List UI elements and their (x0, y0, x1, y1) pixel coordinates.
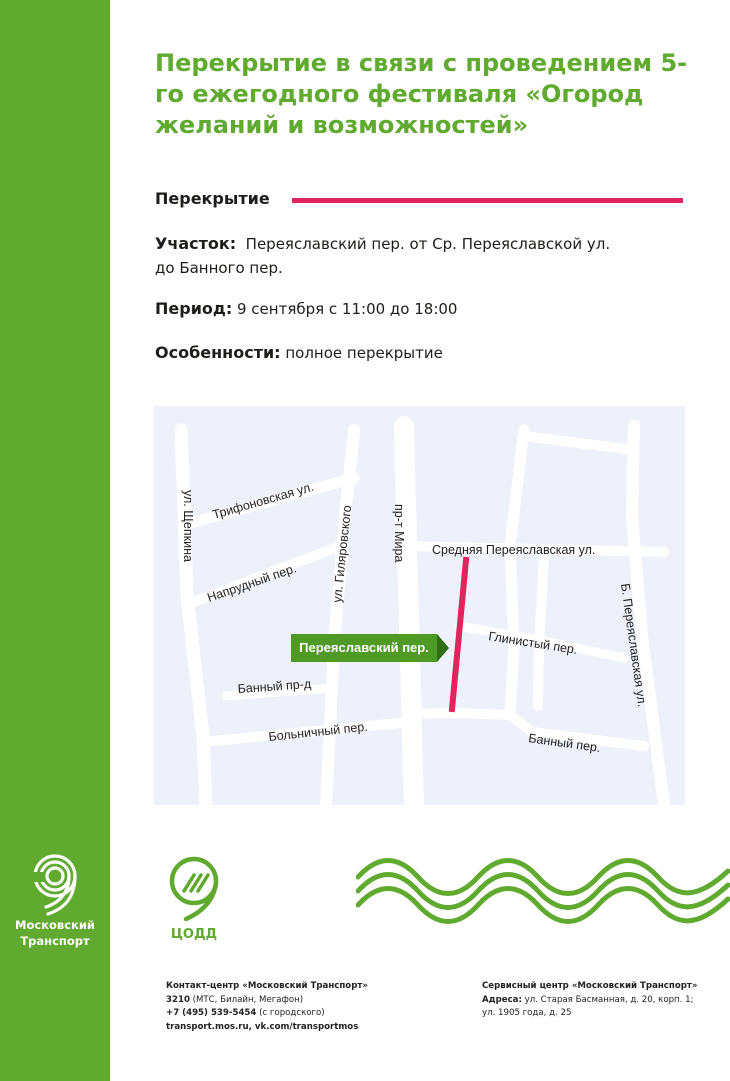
street-map (154, 406, 685, 805)
section-label: Перекрытие (155, 189, 270, 208)
area-info (155, 232, 610, 280)
moscow-transport-logo (8, 852, 102, 948)
contact-phone-short-note: (МТС, Билайн, Мегафон) (189, 994, 304, 1005)
closed-street-callout (291, 634, 447, 662)
decorative-waves (356, 853, 730, 927)
street-label-b-pereyaslavskaya: Б. Переяславская ул. (618, 582, 650, 708)
service-address-1: ул. Старая Басманная, д. 20, корп. 1; (521, 994, 694, 1005)
brand-sidebar (0, 0, 110, 1081)
period-value: 9 сентября с 11:00 до 18:00 (237, 300, 458, 318)
road-top-right (524, 436, 634, 450)
moscow-transport-emblem-icon (24, 852, 86, 916)
road-east-b (538, 556, 544, 706)
contact-links: transport.mos.ru, vk.com/transportmos (166, 1021, 359, 1032)
page-title: Перекрытие в связи с проведением 5-го ежегодного фестиваля «Огород желаний и возможностей» (155, 49, 688, 139)
closure-segment (452, 560, 466, 709)
callout-label: Переяславский пер. (291, 634, 437, 662)
brand-name-line1: Московский (15, 918, 95, 932)
service-center-title: Сервисный центр «Московский Транспорт» (482, 981, 698, 991)
contact-phone-long-note: (с городского) (256, 1008, 325, 1019)
closure-line-marker (292, 198, 683, 203)
features-value: полное перекрытие (285, 344, 443, 362)
callout-arrow-icon (437, 634, 449, 662)
area-label: Участок: (155, 234, 237, 253)
street-label-srednyaya: Средняя Переяславская ул. (432, 543, 596, 557)
closure-map (154, 406, 685, 805)
road-east-a (510, 430, 524, 715)
road-shchepkina (181, 430, 206, 805)
street-label-banny-per: Банный пер. (527, 731, 602, 756)
street-label-glinisty: Глинистый пер. (487, 629, 579, 658)
service-address-label: Адреса: (482, 994, 522, 1005)
features-label: Особенности: (155, 343, 281, 362)
street-label-banny-pr: Банный пр-д (237, 676, 312, 696)
service-address-2: ул. 1905 года, д. 25 (482, 1008, 572, 1019)
period-info (155, 297, 457, 321)
brand-name-line2: Транспорт (20, 934, 90, 948)
codd-logo (162, 855, 226, 942)
area-value-line2: до Банного пер. (155, 259, 283, 277)
area-value-line1: Переяславский пер. от Ср. Переяславской ул. (245, 235, 611, 253)
contact-center-info (166, 980, 368, 1034)
street-label-bolnichny: Больничный пер. (267, 719, 369, 744)
street-label-mira: пр-т Мира (392, 504, 406, 563)
period-label: Период: (155, 299, 233, 318)
street-label-shchepkina: ул. Щепкина (181, 490, 195, 562)
street-label-trifonovskaya: Трифоновская ул. (210, 479, 316, 522)
contact-phone-long: +7 (495) 539-5454 (166, 1008, 257, 1019)
contact-center-title: Контакт-центр «Московский Транспорт» (166, 981, 368, 991)
service-center-info (482, 980, 697, 1021)
contact-phone-short: 3210 (166, 994, 190, 1005)
road-mira (404, 426, 414, 805)
street-label-gilyarovskogo: ул. Гиляровского (330, 504, 355, 604)
features-info (155, 341, 443, 365)
codd-emblem-icon (164, 855, 224, 921)
road-banny-per-top (412, 713, 510, 715)
codd-label: ЦОДД (170, 927, 218, 942)
street-label-naprudny: Напрудный пер. (205, 561, 299, 605)
